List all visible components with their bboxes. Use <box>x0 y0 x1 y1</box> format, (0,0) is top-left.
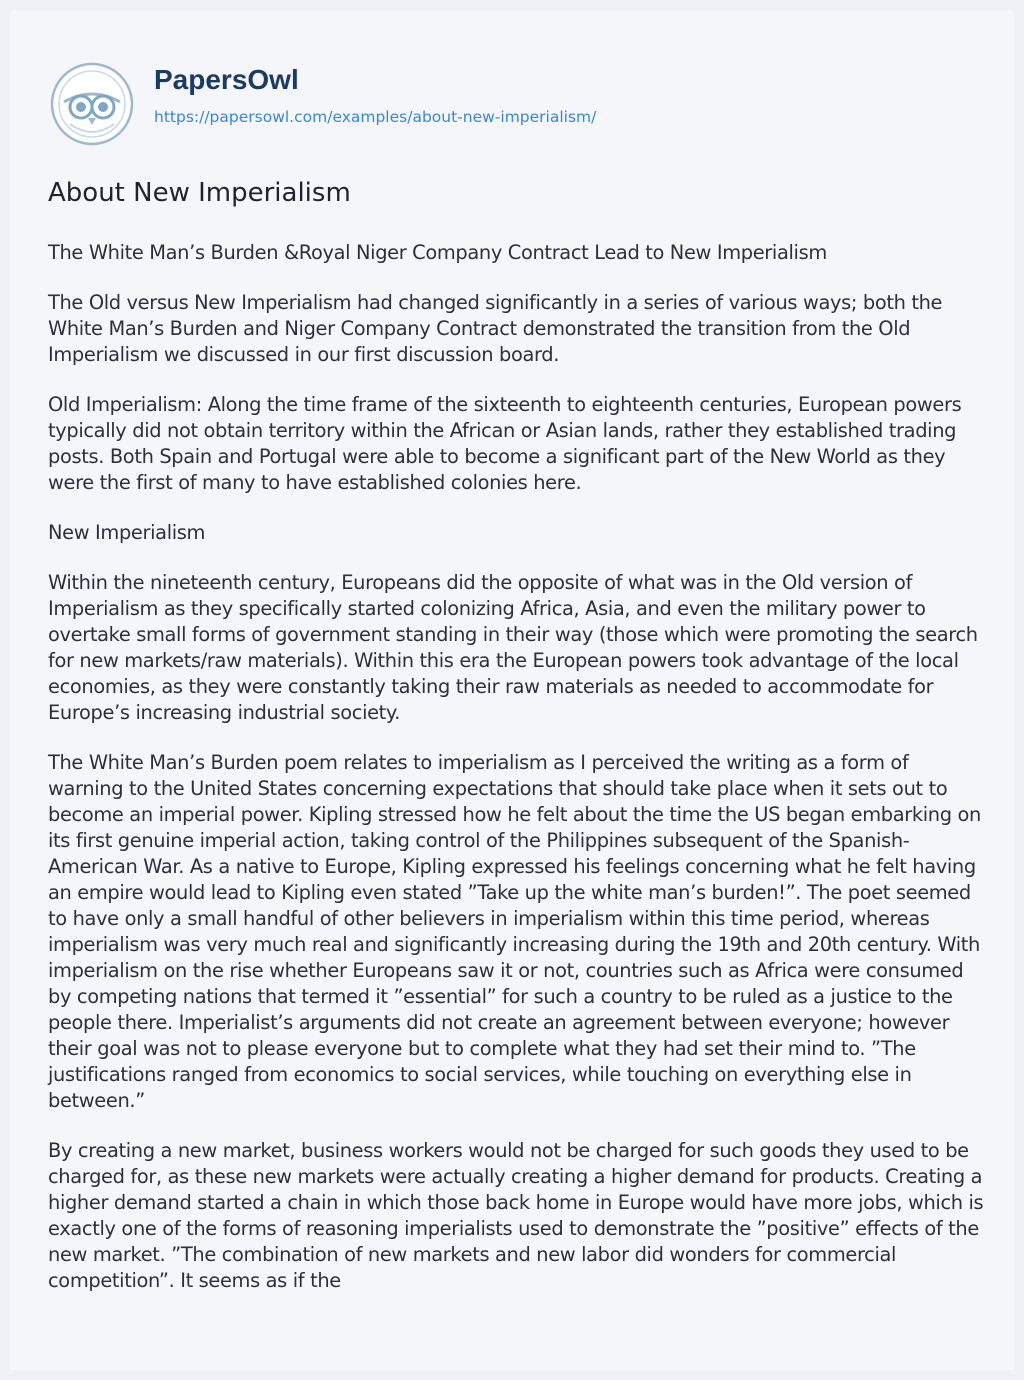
article-paragraph: The White Man’s Burden poem relates to imperialism as I perceived the writing as a form of warning to the United States concerning expectations that should take place when it sets out to become an imperial power. Kipling stressed how he felt about the time the US began embarking on its first genuine imperial action, taking control of the Philippines subsequent of the Spanish-American War. As a native to Europe, Kipling expressed his feelings concerning what he felt having an empire would lead to Kipling even stated ”Take up the white man’s burden!”. The poet seemed to have only a small handful of other believers in imperialism within this time period, whereas imperialism was very much real and significantly increasing during the 19th and 20th century. With imperialism on the rise whether Europeans saw it or not, countries such as Africa were consumed by competing nations that termed it ”essential” for such a country to be ruled as a justice to the people there. Imperialist’s arguments did not create an agreement between everyone; however their goal was not to please everyone but to complete what they had set their mind to. ”The justifications ranged from economics to social services, while touching on everything else in between.” <box>48 751 981 1112</box>
page <box>10 10 1014 1370</box>
article-paragraph: The Old versus New Imperialism had changed significantly in a series of various ways; both the White Man’s Burden and Niger Company Contract demonstrated the transition from the Old Imperialism we discussed in our first discussion board. <box>48 291 943 366</box>
article-paragraph: By creating a new market, business workers would not be charged for such goods they used to be charged for, as these new markets were actually creating a higher demand for products. Creating a higher demand started a chain in which those back home in Europe would have more jobs, which is exactly one of the forms of reasoning imperialists used to demonstrate the ”positive” effects of the new market. ”The combination of new markets and new labor did wonders for commercial competition”. It seems as if the <box>48 1139 984 1292</box>
article-subtitle: The White Man’s Burden &Royal Niger Company Contract Lead to New Imperialism <box>48 241 827 264</box>
article-paragraph: Within the nineteenth century, Europeans did the opposite of what was in the Old version of Imperialism as they specifically started colonizing Africa, Asia, and even the military power to overtake small forms of government standing in their way (those which were promoting the search for new markets/raw materials). Within this era the European powers took advantage of the local economies, as they were constantly taking their raw materials as needed to accommodate for Europe’s increasing industrial society. <box>48 571 978 724</box>
page-url-link[interactable]: https://papersowl.com/examples/about-new-imperialism/ <box>154 108 597 126</box>
article <box>48 175 988 1318</box>
article-paragraph: Old Imperialism: Along the time frame of the sixteenth to eighteenth centuries, European powers typically did not obtain territory within the African or Asian lands, rather they established trading posts. Both Spain and Portugal were able to become a significant part of the New World as they were the first of many to have established colonies here. <box>48 393 962 494</box>
article-title: About New Imperialism <box>48 178 351 208</box>
owl-icon[interactable] <box>50 62 134 146</box>
section-heading: New Imperialism <box>48 521 206 544</box>
brand-name[interactable]: PapersOwl <box>154 64 299 95</box>
